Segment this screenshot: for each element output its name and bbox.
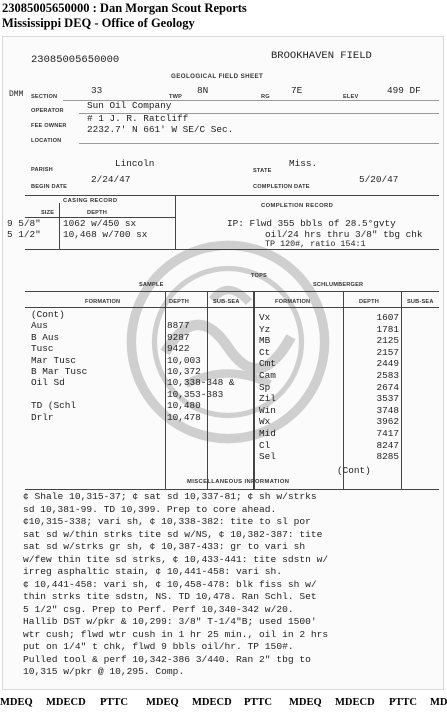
schl-top-depth: 2583 — [376, 370, 399, 381]
twp-value: 8N — [197, 85, 209, 96]
schl-top-depth: 2157 — [376, 346, 399, 358]
misc-line: thin strks tite sdstn, NS. TD 10,478. Ran Schl. Set — [23, 591, 317, 602]
initials: DMM — [9, 90, 24, 99]
rg-value: 7E — [291, 85, 303, 96]
misc-line: put on 1/4" t chk, flwd 9 bbls oil/hr. TP 150#. — [23, 641, 294, 652]
parish-value: Lincoln — [115, 158, 155, 169]
casing-depth-2: 10,468 w/700 sx — [63, 229, 148, 240]
completion-line-2: oil/24 hrs thru 3/8" tbg chk — [265, 229, 423, 240]
location-value: 2232.7' N 661' W SE/C Sec. — [87, 124, 234, 135]
schl-top-formation: Zil — [259, 393, 276, 405]
footer-item: MDEQ — [289, 697, 322, 708]
schl-subsea-header: SUB-SEA — [407, 299, 434, 305]
schl-top-formation: Sel — [259, 451, 276, 463]
elev-label: ELEV — [343, 94, 359, 100]
misc-line: sd 10,381-99. TD 10,399. Prep to core ahead. — [23, 503, 277, 515]
sample-top-depth: 8877 — [167, 320, 190, 332]
schl-depth-header: DEPTH — [359, 299, 379, 305]
schl-top-formation: Win — [259, 404, 276, 416]
sample-top-formation: B Aus — [31, 331, 60, 343]
casing-depth-label: DEPTH — [87, 210, 107, 216]
sample-top-depth: 10,478 — [167, 411, 201, 423]
completion-date-value: 5/20/47 — [359, 174, 399, 185]
completion-line-3: TP 120#, ratio 154:1 — [265, 239, 366, 249]
misc-line: ¢10,315-338; vari sh, ¢ 10,338-382: tite to sl por — [23, 516, 311, 527]
sample-subsea-header: SUB-SEA — [213, 299, 240, 305]
twp-label: TWP — [169, 94, 183, 100]
rg-label: RG — [261, 94, 270, 100]
schl-top-formation: Mid — [259, 428, 276, 439]
footer-item: PTTC — [244, 697, 273, 708]
footer-item: MD — [430, 697, 447, 708]
schl-top-depth: 1607 — [376, 312, 399, 323]
completion-line-1: IP: Flwd 355 bbls of 28.5°gvty — [227, 218, 396, 229]
report-subtitle: Mississippi DEQ - Office of Geology — [2, 16, 195, 30]
schl-top-formation: Wx — [259, 416, 271, 428]
tops-label: TOPS — [251, 273, 267, 279]
schl-top-depth: 2125 — [376, 335, 399, 347]
misc-line: ¢ 10,441-458: vari sh, ¢ 10,458-478: blk fiss sh w/ — [23, 578, 317, 590]
operator-value: Sun Oil Company — [87, 100, 172, 111]
sheet-title: GEOLOGICAL FIELD SHEET — [171, 73, 264, 80]
schlumberger-label: SCHLUMBERGER — [313, 282, 364, 288]
schl-top-depth: 3748 — [376, 404, 399, 416]
schl-top-formation: Vx — [259, 312, 271, 323]
misc-line: 5 1/2" csg. Prep to Perf. Perf 10,340-342 w/20. — [23, 603, 294, 615]
sample-top-depth: 10,338-348 & — [167, 377, 235, 389]
operator-label: OPERATOR — [31, 108, 64, 114]
misc-line: sat sd w/thin strks tite sd w/NS, ¢ 10,382-387: tite — [23, 528, 323, 540]
footer-item: PTTC — [100, 697, 129, 708]
schl-top-formation: Ct — [259, 346, 271, 358]
misc-info-label: MISCELLANEOUS INFORMATION — [187, 479, 290, 485]
schl-top-depth: 1781 — [376, 323, 399, 335]
schl-top-formation: Yz — [259, 323, 271, 335]
footer-item: MDECD — [46, 697, 86, 708]
schl-formation-header: FORMATION — [275, 299, 311, 305]
sample-label: SAMPLE — [139, 282, 164, 288]
footer-item: PTTC — [389, 697, 418, 708]
sample-top-formation: Drlr — [31, 411, 54, 423]
misc-line: w/few thin tite sd strks, ¢ 10,433-441: tite sdstn w/ — [23, 553, 329, 565]
casing-size-2: 5 1/2" — [7, 229, 41, 240]
schl-top-depth: 3537 — [376, 393, 399, 405]
footer-item: MDECD — [192, 697, 232, 708]
footer-item: MDEQ — [146, 697, 179, 708]
schl-top-depth: 2674 — [376, 381, 399, 393]
sample-top-depth: 10,480 — [167, 400, 201, 412]
sample-formation-header: FORMATION — [85, 299, 121, 305]
schl-top-formation: Cmt — [259, 358, 276, 370]
section-label: SECTION — [31, 94, 58, 100]
misc-line: 10,315 w/pkr @ 10,295. Comp. — [23, 666, 185, 677]
schl-top-formation: Sp — [259, 381, 271, 393]
misc-line: irreg asphaltic stain, ¢ 10,441-458: vari sh. — [23, 566, 283, 577]
parish-label: PARISH — [31, 167, 53, 173]
casing-size-label: SIZE — [41, 210, 55, 216]
casing-depth-1: 1062 w/450 sx — [63, 218, 137, 229]
misc-line: Hallib DST w/pkr & 10,299: 3/8" T-1/4"B; used 1500' — [23, 616, 317, 627]
sample-top-depth: 10,372 — [167, 366, 201, 377]
schl-top-depth: 2449 — [376, 358, 399, 370]
schl-top-depth: 8285 — [376, 451, 399, 463]
footer-item: MDEQ — [0, 697, 33, 708]
sample-top-depth: 9287 — [167, 331, 190, 343]
begin-date-value: 2/24/47 — [91, 174, 131, 185]
sample-top-formation: B Mar Tusc — [31, 366, 88, 377]
section-value: 33 — [91, 85, 103, 96]
fee-owner-value: # 1 J. R. Ratcliff — [87, 113, 189, 124]
misc-line: Pulled tool & perf 10,342-386 3/440. Ran 2" tbg to — [23, 653, 311, 665]
state-value: Miss. — [289, 158, 318, 169]
sample-depth-header: DEPTH — [169, 299, 189, 305]
misc-line: sat sd w/strks gr sh, ¢ 10,387-433: gr to vari sh — [23, 541, 306, 552]
sample-top-formation: Tusc — [31, 343, 54, 355]
completion-record-label: COMPLETION RECORD — [261, 203, 334, 209]
misc-line: ¢ Shale 10,315-37; ¢ sat sd 10,337-81; ¢ sh w/strks — [23, 491, 317, 502]
sample-top-formation: Mar Tusc — [31, 354, 77, 366]
state-label: STATE — [253, 168, 272, 174]
field-name: BROOKHAVEN FIELD — [271, 50, 372, 62]
sample-top-depth: 9422 — [167, 343, 190, 355]
elev-value: 499 DF — [387, 85, 421, 96]
schl-top-depth: 8247 — [376, 439, 399, 451]
location-label: LOCATION — [31, 138, 62, 144]
sample-top-depth: 10,003 — [167, 354, 201, 366]
begin-date-label: BEGIN DATE — [31, 184, 68, 190]
schl-top-depth: 3962 — [376, 416, 399, 428]
mdeq-seal-watermark — [123, 237, 333, 447]
schl-top-depth: 7417 — [376, 428, 399, 439]
field-sheet-card — [2, 36, 444, 690]
sample-top-formation: (Cont) — [31, 309, 65, 320]
api-number: 23085005650000 — [31, 54, 120, 66]
footer-item: MDECD — [335, 697, 375, 708]
schl-top-formation: MB — [259, 335, 271, 347]
report-title: 23085005650000 : Dan Morgan Scout Reports — [2, 1, 247, 15]
misc-line: wtr cush; flwd wtr cush in 1 hr 25 min., oil in 2 hrs — [23, 628, 329, 640]
schl-top-formation: Cl — [259, 439, 271, 451]
sample-top-depth: 10,353-383 — [167, 388, 224, 400]
sample-top-formation: Aus — [31, 320, 48, 332]
sample-top-formation: TD (Schl — [31, 400, 77, 412]
completion-date-label: COMPLETION DATE — [253, 184, 310, 190]
schl-cont: (Cont) — [337, 465, 371, 476]
casing-record-label: CASING RECORD — [63, 198, 118, 204]
sample-top-formation: Oil Sd — [31, 377, 65, 389]
casing-size-1: 9 5/8" — [7, 218, 41, 229]
schl-top-formation: Cam — [259, 370, 276, 381]
fee-owner-label: FEE OWNER — [31, 123, 67, 129]
